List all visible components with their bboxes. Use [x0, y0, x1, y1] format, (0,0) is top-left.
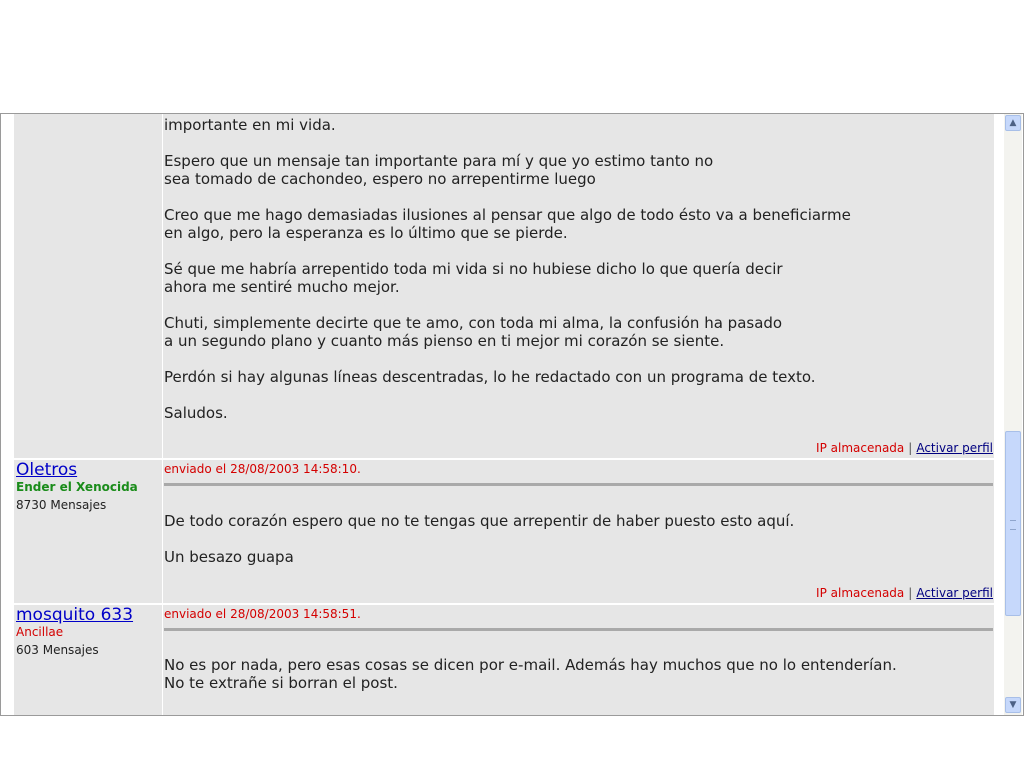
scrollbar-grip-icon — [1010, 520, 1016, 530]
post2-paragraph: De todo corazón espero que no te tengas que arrepentir de haber puesto esto aquí. — [164, 512, 795, 530]
scroll-down-arrow-icon: ▼ — [1009, 700, 1017, 710]
post3-message — [164, 656, 994, 710]
post2-footer — [816, 586, 993, 600]
post1-message — [164, 116, 994, 440]
post1-paragraph: importante en mi vida. — [164, 116, 336, 134]
post1-paragraph: Espero que un mensaje tan importante para mí y que yo estimo tanto no sea tomado de cachondeo, espero no arrepentirme luego — [164, 152, 714, 188]
activate-profile-link[interactable]: Activar perfil — [916, 586, 993, 600]
post3-post-count: 603 Mensajes — [16, 643, 99, 657]
post2-header-rule — [164, 483, 993, 486]
post2-user-rank: Ender el Xenocida — [16, 480, 138, 494]
separator: | — [908, 441, 913, 455]
post1-author-cell — [14, 114, 162, 458]
post3-date: enviado el 28/08/2003 14:58:51. — [164, 607, 361, 621]
post2-post-count: 8730 Mensajes — [16, 498, 107, 512]
separator: | — [908, 586, 913, 600]
post2-date: enviado el 28/08/2003 14:58:10. — [164, 462, 361, 476]
post1-footer — [816, 441, 993, 455]
post2-message — [164, 512, 994, 584]
forum-frame — [0, 113, 1024, 716]
activate-profile-link[interactable]: Activar perfil — [916, 441, 993, 455]
post2-paragraph: Un besazo guapa — [164, 548, 294, 566]
post1-paragraph: Saludos. — [164, 404, 228, 422]
ip-stored-label: IP almacenada — [816, 586, 905, 600]
post1-paragraph: Perdón si hay algunas líneas descentradas, lo he redactado con un programa de texto. — [164, 368, 816, 386]
scrollbar-thumb[interactable] — [1005, 431, 1021, 616]
post3-user-rank: Ancillae — [16, 625, 64, 639]
post2-username-link[interactable]: Oletros — [16, 460, 78, 480]
post1-paragraph: Sé que me habría arrepentido toda mi vida si no hubiese dicho lo que quería decir ahora me sentiré mucho mejor. — [164, 260, 783, 296]
scroll-down-button[interactable] — [1005, 697, 1021, 713]
post1-paragraph: Chuti, simplemente decirte que te amo, con toda mi alma, la confusión ha pasado a un segundo plano y cuanto más pienso en ti mejor mi corazón se siente. — [164, 314, 783, 350]
ip-stored-label: IP almacenada — [816, 441, 905, 455]
post1-paragraph: Creo que me hago demasiadas ilusiones al pensar que algo de todo ésto va a beneficiarme en algo, pero la esperanza es lo último que se pierde. — [164, 206, 851, 242]
post3-header-rule — [164, 628, 993, 631]
post3-username-link[interactable]: mosquito 633 — [16, 605, 134, 625]
scroll-up-button[interactable] — [1005, 115, 1021, 131]
forum-thread-content — [1, 114, 1004, 715]
post3-paragraph: No es por nada, pero esas cosas se dicen por e-mail. Además hay muchos que no lo entenderían. No te extrañe si borran el post. — [164, 656, 897, 692]
scroll-up-arrow-icon: ▲ — [1009, 118, 1017, 128]
vertical-scrollbar[interactable] — [1004, 114, 1022, 715]
